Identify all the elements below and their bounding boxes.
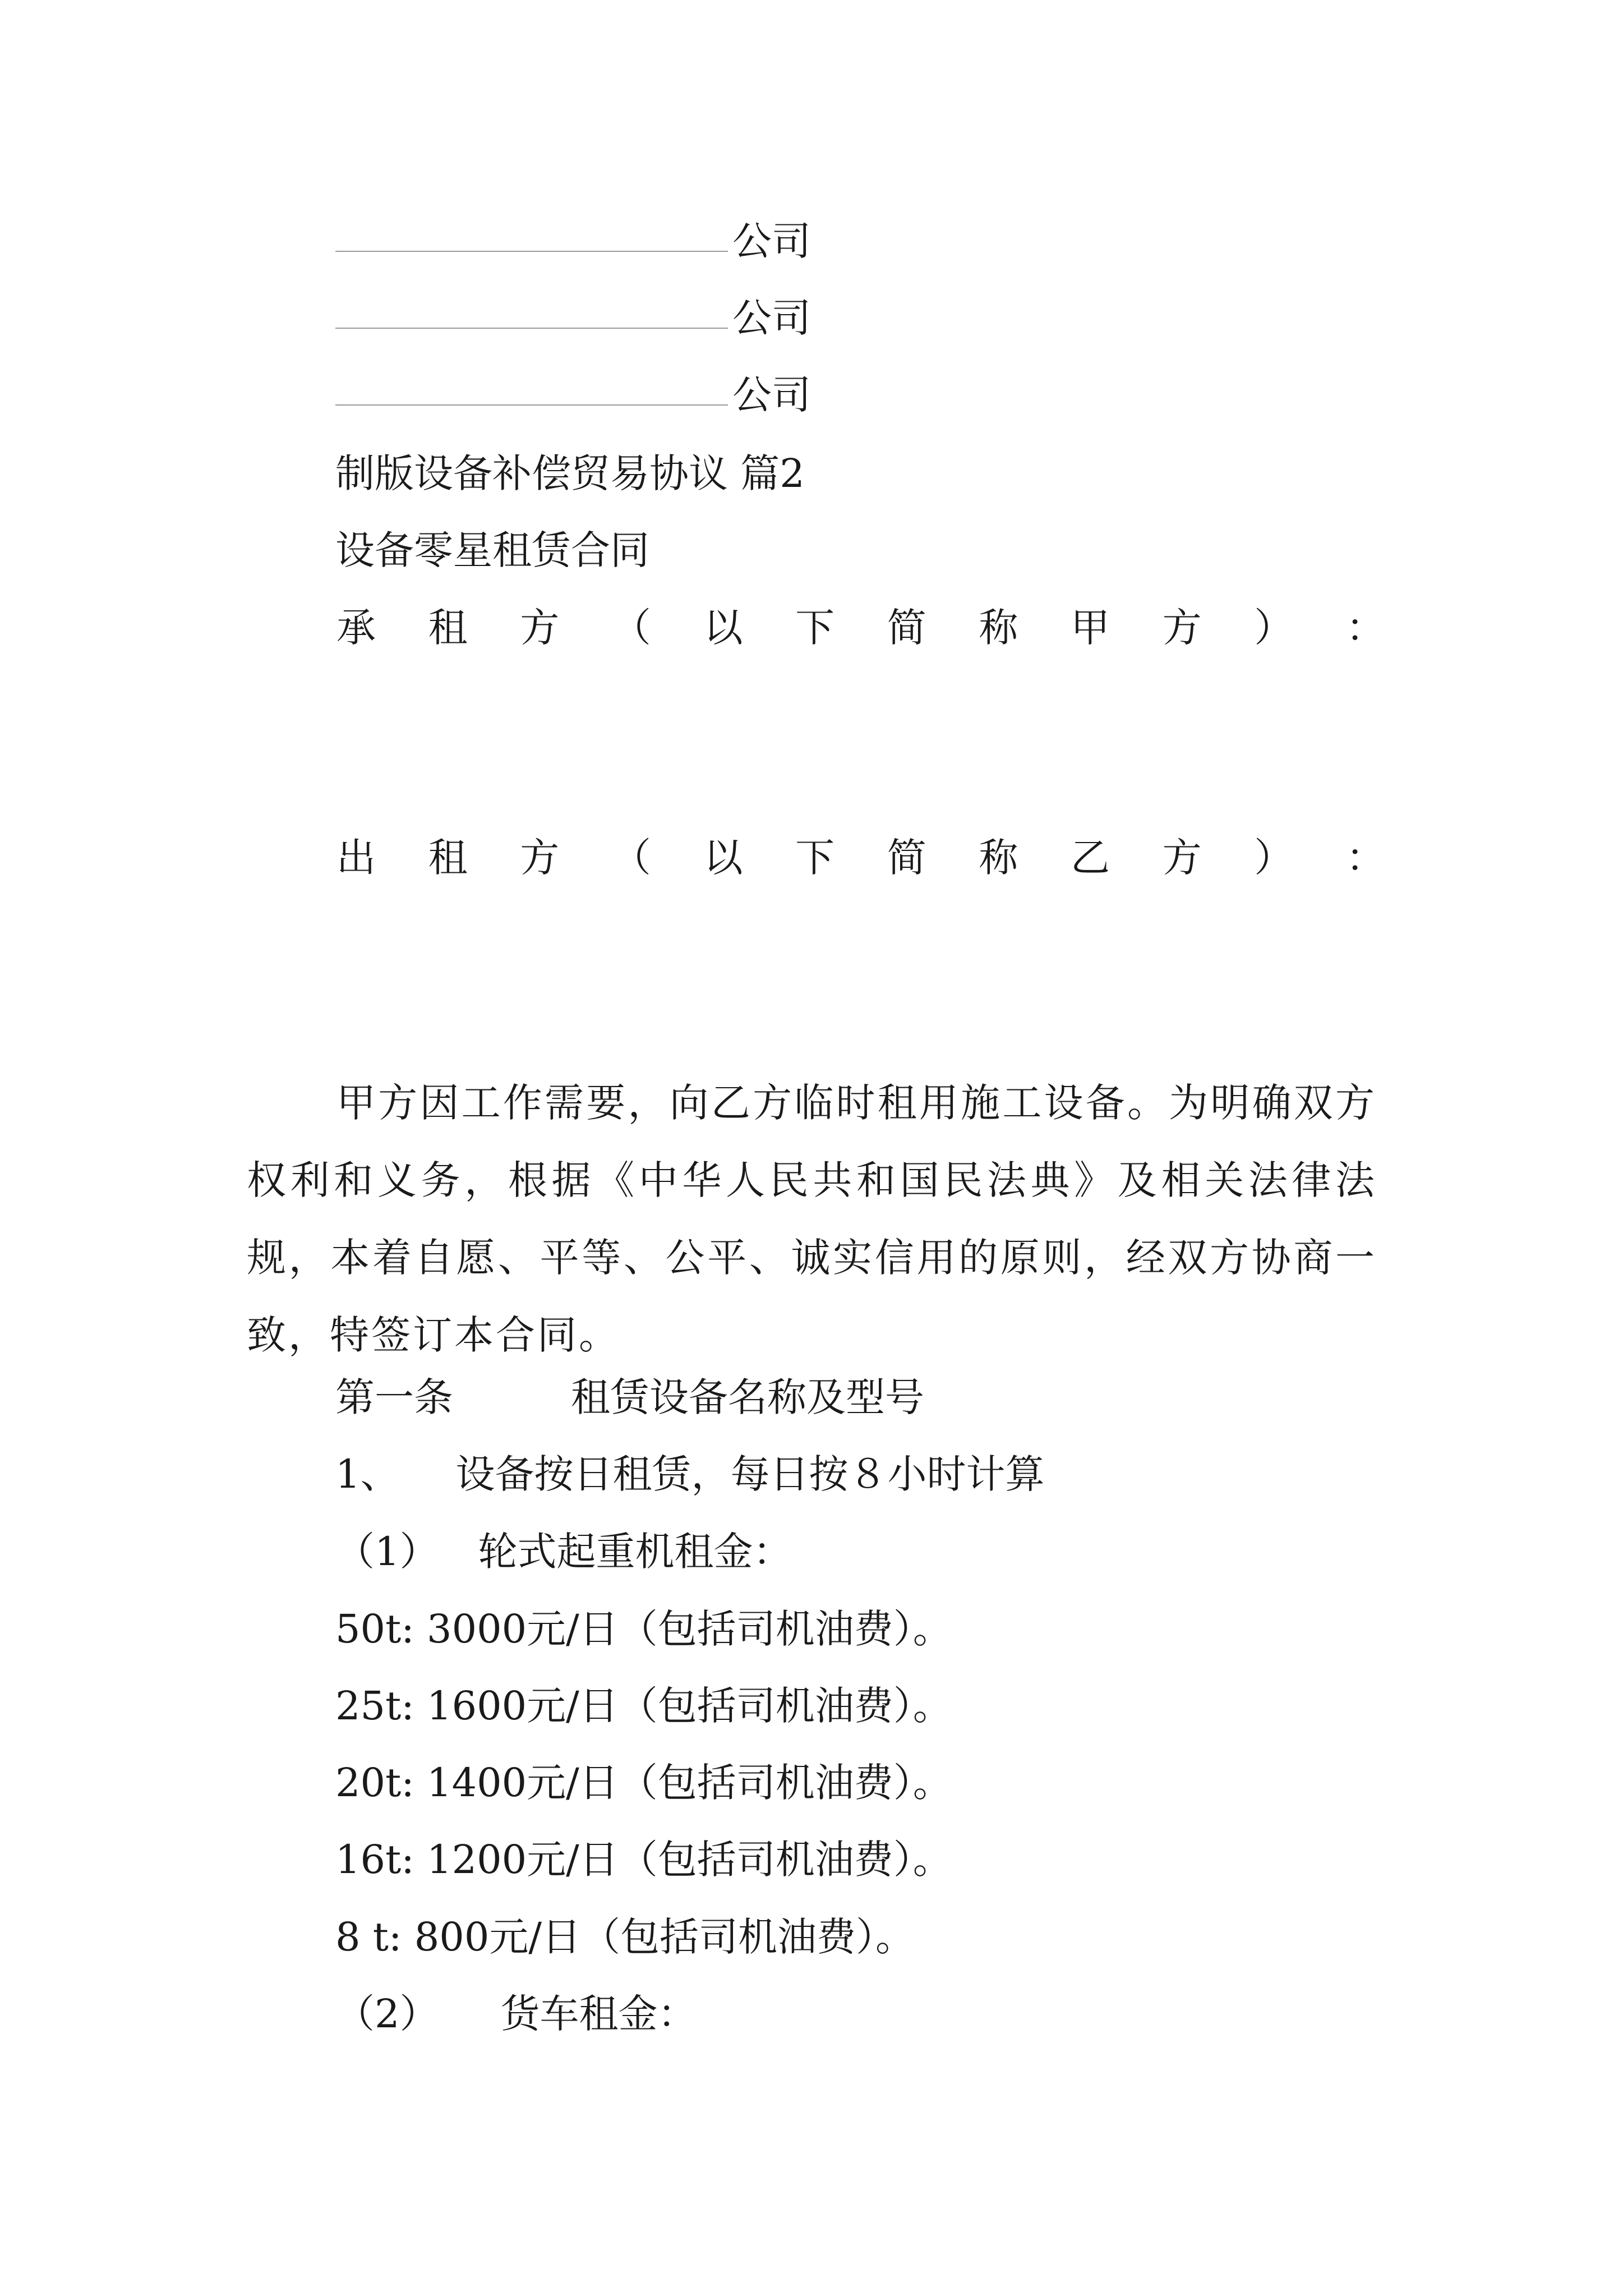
rate-line: 25t: 1600元/日（包括司机油费）。 bbox=[335, 1683, 952, 1729]
sub-item-text: 货车租金： bbox=[500, 1991, 697, 2037]
lessee-char: 简 bbox=[887, 605, 926, 651]
company-line-2 bbox=[335, 293, 811, 343]
lessee-char: 称 bbox=[979, 605, 1018, 651]
lessee-char: 方 bbox=[1162, 605, 1202, 651]
lessor-char: 方 bbox=[1162, 835, 1202, 881]
sub-item-number: （1） bbox=[335, 1529, 439, 1575]
lessor-char: （ bbox=[611, 835, 651, 881]
lessor-char: 以 bbox=[703, 835, 743, 881]
item-number: 1、 bbox=[335, 1451, 400, 1497]
lessee-char: 租 bbox=[428, 605, 468, 651]
lessor-char: 方 bbox=[520, 835, 560, 881]
lessor-char: 称 bbox=[979, 835, 1018, 881]
rate-line: 8 t: 800元/日（包括司机油费）。 bbox=[335, 1914, 915, 1960]
preamble-paragraph: 甲方因工作需要，向乙方临时租用施工设备。为明确双方权利和义务，根据《中华人民共和国民法典》及相关法律法规，本着自愿、平等、公平、诚实信用的原则，经双方协商一致，特签订本合同。 bbox=[247, 1080, 1377, 1358]
lessee-char: ： bbox=[1345, 605, 1385, 651]
company-label: 公司 bbox=[732, 372, 811, 418]
sub-item-number: （2） bbox=[335, 1991, 439, 2037]
section-heading: 制版设备补偿贸易协议 篇2 bbox=[335, 450, 805, 496]
lessor-char: 出 bbox=[336, 835, 376, 881]
article-number: 第一条 bbox=[335, 1374, 453, 1420]
lessor-char: ） bbox=[1254, 835, 1294, 881]
lessee-char: ） bbox=[1254, 605, 1294, 651]
rate-line: 20t: 1400元/日（包括司机油费）。 bbox=[335, 1760, 952, 1806]
lessee-char: 方 bbox=[520, 605, 560, 651]
lessee-line bbox=[336, 602, 1385, 653]
lessee-char: 以 bbox=[703, 605, 743, 651]
rate-line: 50t: 3000元/日（包括司机油费）。 bbox=[335, 1606, 952, 1652]
fill-blank bbox=[335, 370, 728, 406]
company-label: 公司 bbox=[732, 295, 811, 341]
lessor-char: 租 bbox=[428, 835, 468, 881]
lessor-char: 乙 bbox=[1071, 835, 1110, 881]
lessor-char: 下 bbox=[795, 835, 835, 881]
contract-title: 设备零星租赁合同 bbox=[335, 527, 649, 573]
company-line-1 bbox=[335, 216, 811, 266]
article-title: 租赁设备名称及型号 bbox=[571, 1374, 924, 1420]
article-1-heading bbox=[335, 1372, 924, 1423]
sub-item-1 bbox=[335, 1526, 792, 1577]
lessee-char: （ bbox=[611, 605, 651, 651]
fill-blank bbox=[335, 216, 728, 252]
rate-line: 16t: 1200元/日（包括司机油费）。 bbox=[335, 1837, 952, 1883]
company-line-3 bbox=[335, 370, 811, 420]
lessor-char: 简 bbox=[887, 835, 926, 881]
item-1 bbox=[335, 1449, 1045, 1499]
lessor-line bbox=[336, 832, 1385, 883]
sub-item-2 bbox=[335, 1989, 697, 2039]
lessee-char: 下 bbox=[795, 605, 835, 651]
company-label: 公司 bbox=[732, 218, 811, 264]
lessor-char: ： bbox=[1345, 835, 1385, 881]
lessee-char: 甲 bbox=[1071, 605, 1110, 651]
item-text: 设备按日租赁，每日按８小时计算 bbox=[455, 1451, 1045, 1497]
sub-item-text: 轮式起重机租金： bbox=[478, 1529, 792, 1575]
fill-blank bbox=[335, 293, 728, 329]
lessee-char: 承 bbox=[336, 605, 376, 651]
